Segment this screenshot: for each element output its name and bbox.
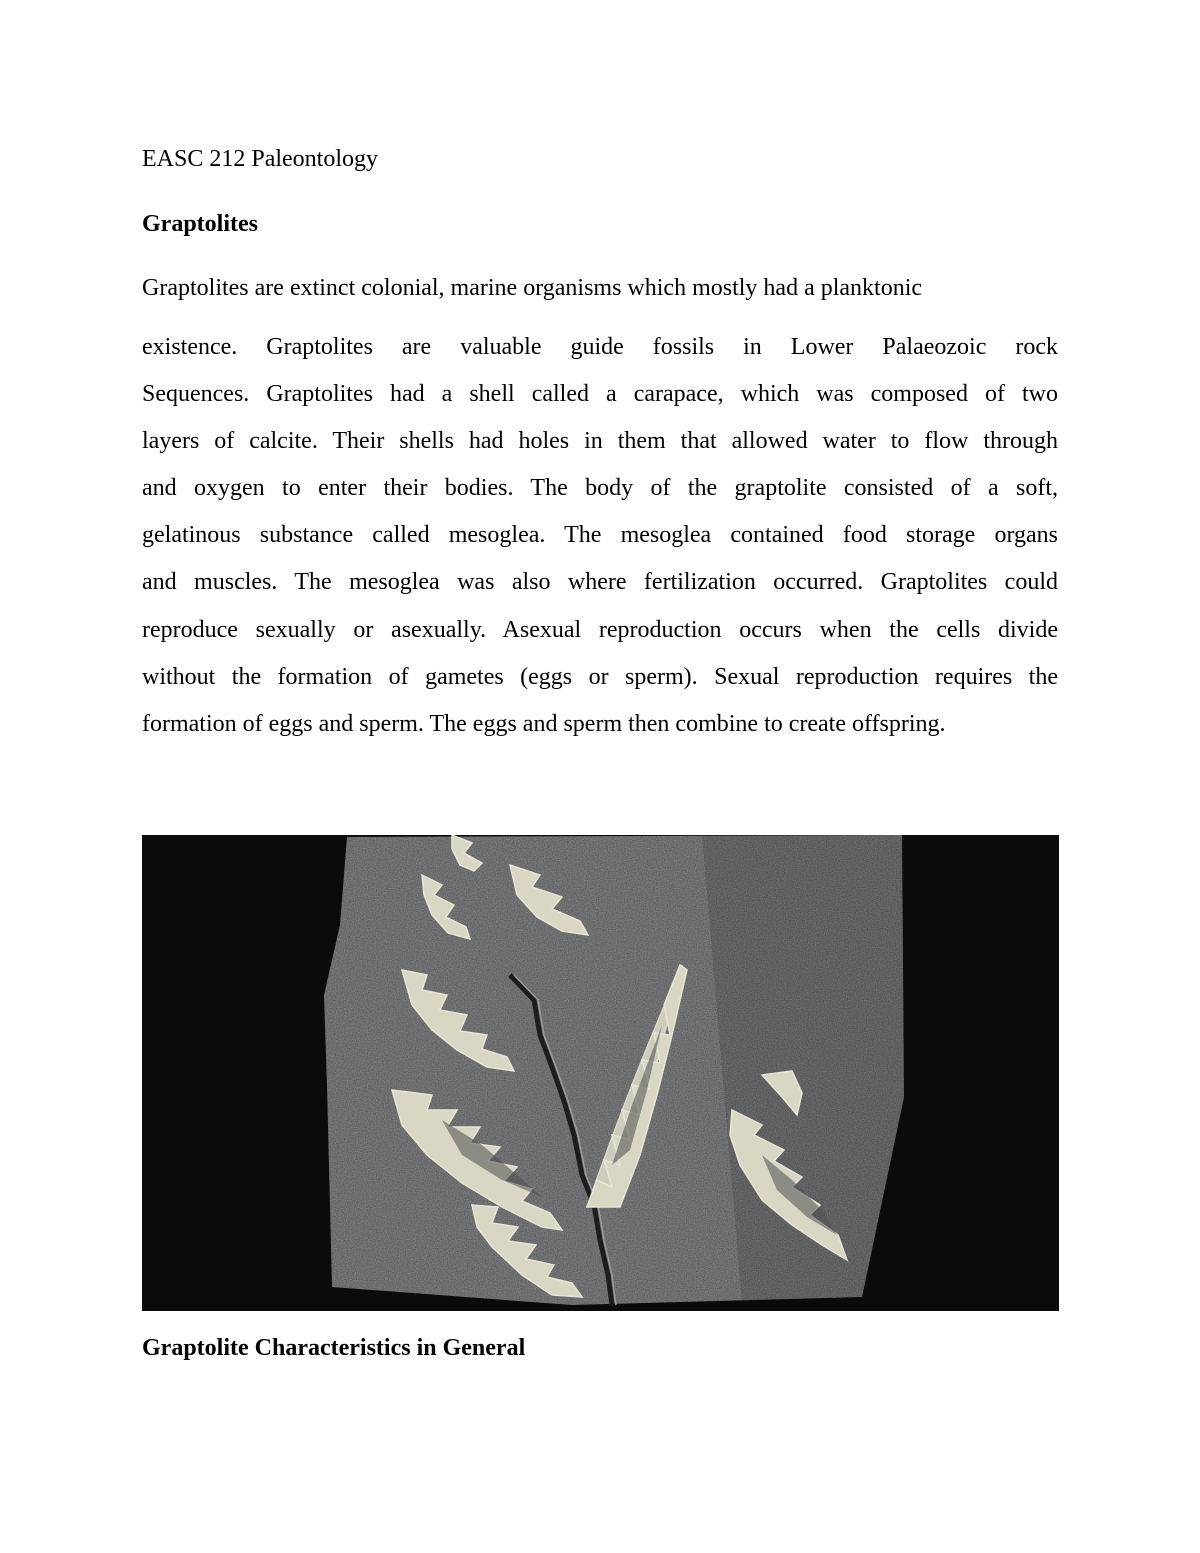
body-line: without the formation of gametes (eggs or sperm). Sexual reproduction requires the — [142, 663, 1058, 690]
body-line: gelatinous substance called mesoglea. The mesoglea contained food storage organs — [142, 522, 1058, 549]
intro-sentence: Graptolites are extinct colonial, marine organisms which mostly had a planktonic — [142, 275, 923, 301]
course-title: EASC 212 Paleontology — [142, 146, 379, 172]
subheading: Graptolite Characteristics in General — [142, 1335, 526, 1361]
body-line: and oxygen to enter their bodies. The body of the graptolite consisted of a soft, — [142, 475, 1058, 502]
body-line: Sequences. Graptolites had a shell called a carapace, which was composed of two — [142, 381, 1058, 408]
section-heading: Graptolites — [142, 211, 258, 237]
body-line: and muscles. The mesoglea was also where fertilization occurred. Graptolites could — [142, 569, 1058, 596]
body-line: existence. Graptolites are valuable guide fossils in Lower Palaeozoic rock — [142, 334, 1058, 360]
body-paragraph — [142, 331, 1058, 755]
body-line: formation of eggs and sperm. The eggs and sperm then combine to create offspring. — [142, 710, 946, 737]
body-line: layers of calcite. Their shells had holes in them that allowed water to flow through — [142, 428, 1058, 455]
body-line: reproduce sexually or asexually. Asexual reproduction occurs when the cells divide — [142, 616, 1058, 643]
graptolite-fossil-photo — [142, 835, 1059, 1311]
